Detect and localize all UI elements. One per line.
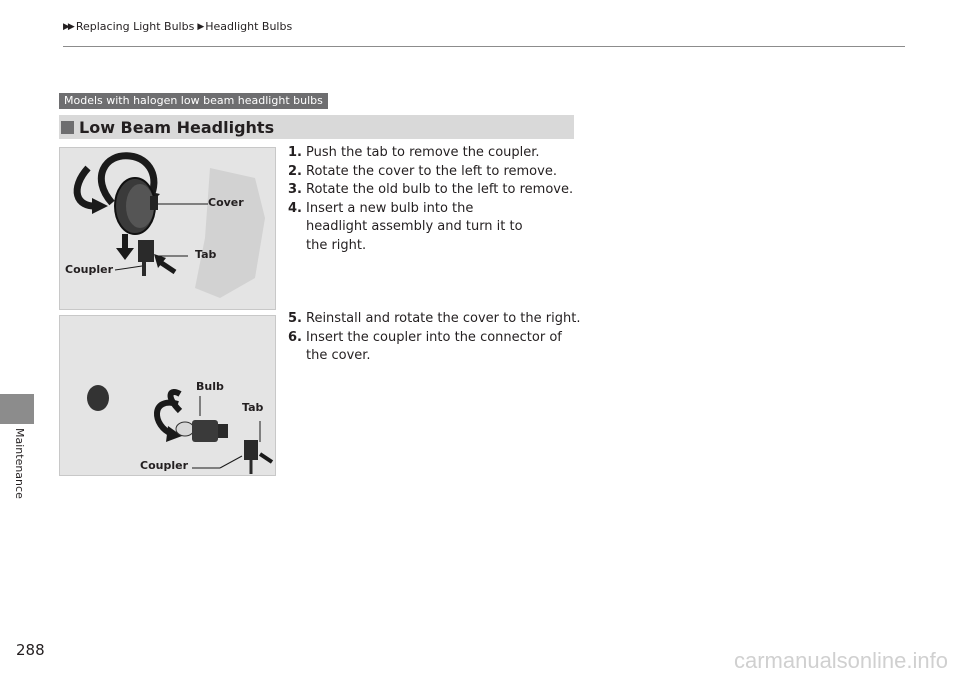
chapter-label: Maintenance [13,428,26,499]
cover-removal-illustration [60,148,275,309]
breadcrumb-arrow-icon: ▶ [197,21,203,32]
step-list-2 [288,310,583,366]
breadcrumb-item-replacing-light-bulbs[interactable]: Replacing Light Bulbs [75,20,195,33]
header-divider [63,46,905,47]
step-list-1 [288,144,583,255]
list-item: 1. Push the tab to remove the coupler. [288,145,540,160]
coupler-icon [138,240,154,262]
figure-cover-removal [59,147,276,310]
models-badge: Models with halogen low beam headlight bulbs [59,93,328,109]
list-item: 2. Rotate the cover to the left to remove. [288,163,557,179]
breadcrumb [63,20,292,33]
list-item: 3. Rotate the old bulb to the left to remove. [288,182,574,197]
list-item: 4. Insert a new bulb into the headlight assembly and turn it to the right. [288,200,523,253]
chapter-tab [0,394,34,424]
socket-hole-icon [87,385,109,411]
list-item: 6. Insert the coupler into the connector of the cover. [288,329,562,363]
bulb-replacement-illustration [60,316,275,475]
section-title: Low Beam Headlights [79,117,275,137]
callout-tab: Tab [242,401,264,414]
page-number: 288 [16,641,45,659]
breadcrumb-arrow-icon: ▶▶ [63,21,73,32]
section-header [59,115,574,139]
callout-coupler: Coupler [65,263,113,276]
breadcrumb-item-headlight-bulbs[interactable]: Headlight Bulbs [205,20,293,33]
callout-tab: Tab [195,248,217,261]
watermark: carmanualsonline.info [733,648,948,673]
bulb-icon [176,422,194,436]
figure-bulb-replacement [59,315,276,476]
callout-bulb: Bulb [196,380,224,393]
callout-cover: Cover [208,196,244,209]
callout-coupler: Coupler [140,459,188,472]
list-item: 5. Reinstall and rotate the cover to the right. [288,311,581,326]
section-square-icon [61,121,74,134]
coupler-icon [244,440,258,460]
